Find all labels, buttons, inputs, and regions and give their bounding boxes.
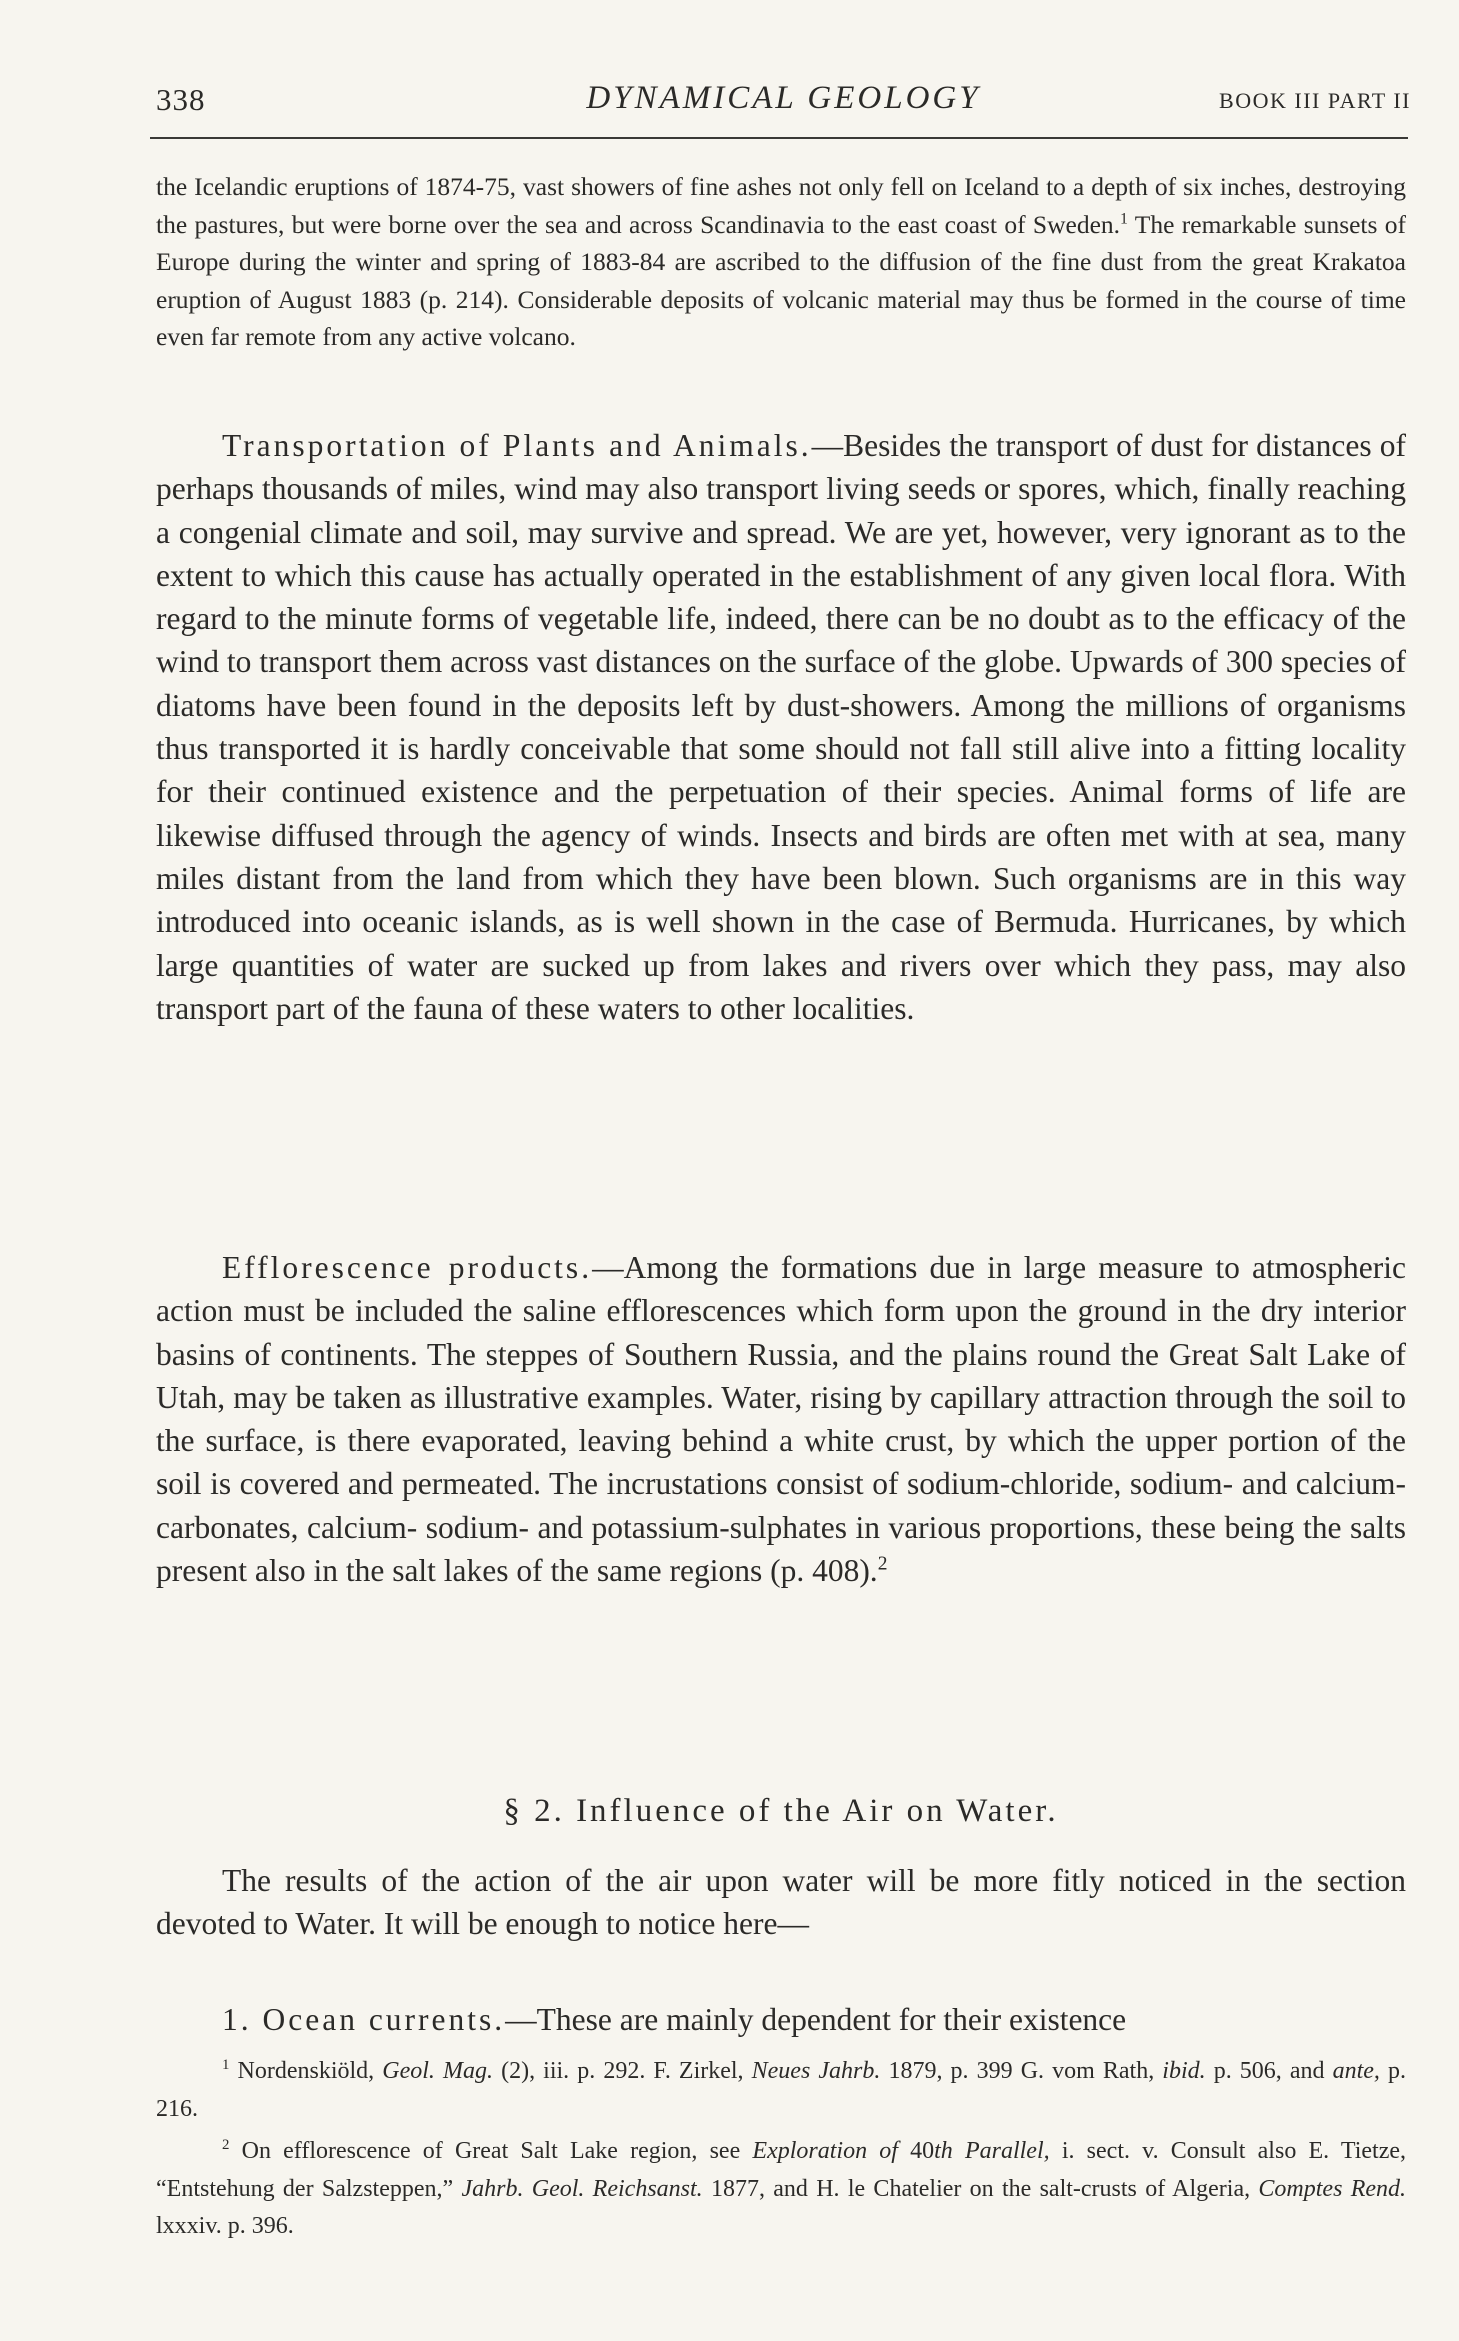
header-rule [150, 137, 1408, 139]
paragraph-ocean-currents: 1. Ocean currents.—These are mainly dependent for their existence [222, 2002, 1127, 2037]
paragraph-efflorescence: Efflorescence products.—Among the formations due in large measure to atmospheric action must be included the saline efflorescences which form upon the ground in the dry interior basins of continents. The steppes of Southern Russia, and the plains round the Great Salt Lake of Utah, may be taken as illustrative examples. Water, rising by capillary attraction through the soil to the surface, is there evaporated, leaving behind a white crust, by which the upper portion of the soil is covered and permeated. The incrustations consist of sodium-chloride, sodium- and calcium-carbonates, calcium- sodium- and potassium-sulphates in various proportions, these being the salts present also in the salt lakes of the same regions (p. 408).$^2$ [156, 1250, 1407, 1589]
section-title-efflorescence: Efflorescence products. [222, 1250, 593, 1285]
page-header [156, 78, 1411, 122]
footnote-ref-1: 1 [1120, 210, 1128, 228]
footnote-ref-2: 2 [877, 1553, 888, 1575]
running-title: DYNAMICAL GEOLOGY [586, 80, 981, 116]
footnote-1: $^1$ Nordenskiöld, Geol. Mag. (2), iii. p. 292. F. Zirkel, Neues Jahrb. 1879, p. 399 G. vom Rath, ibid. p. 506, and ante, p. 216. [156, 2057, 1407, 2122]
footnote-2: $^2$ On efflorescence of Great Salt Lake region, see Exploration of 40th Parallel, i. sect. v. Consult also E. Tietze, “Entstehung der Salzsteppen,” Jahrb. Geol. Reichsanst. 1877, and H. le Chatelier on the salt-crusts of Algeria, Comptes Rend. lxxxiv. p. 396. [156, 2137, 1407, 2239]
section-heading: § 2. Influence of the Air on Water. [503, 1793, 1059, 1829]
section-title-transportation: Transportation of Plants and Animals. [222, 428, 812, 463]
book-part-label: BOOK III PART II [1219, 88, 1411, 113]
item-title-ocean-currents: 1. Ocean currents. [222, 2002, 506, 2037]
page-number: 338 [156, 82, 206, 117]
paragraph-intro: The results of the action of the air upon water will be more fitly noticed in the section devoted to Water. It will be enough to notice here— [156, 1863, 1406, 1942]
paragraph-transportation: Transportation of Plants and Animals.—Besides the transport of dust for distances of perhaps thousands of miles, wind may also transport living seeds or spores, which, finally reaching a congenial climate and soil, may survive and spread. We are yet, however, very ignorant as to the extent to which this cause has actually operated in the establishment of any given local flora. With regard to the minute forms of vegetable life, indeed, there can be no doubt as to the efficacy of the wind to transport them across vast distances on the surface of the globe. Upwards of 300 species of diatoms have been found in the deposits left by dust-showers. Among the millions of organisms thus transported it is hardly conceivable that some should not fall still alive into a fitting locality for their continued existence and the perpetuation of their species. Animal forms of life are likewise diffused through the agency of winds. Insects and birds are often met with at sea, many miles distant from the land from which they have been blown. Such organisms are in this way introduced into oceanic islands, as is well shown in the case of Bermuda. Hurricanes, by which large quantities of water are sucked up from lakes and rivers over which they pass, may also transport part of the fauna of these waters to other localities. [156, 428, 1406, 1026]
continuation-paragraph: the Icelandic eruptions of 1874-75, vast showers of fine ashes not only fell on Iceland to a depth of six inches, destroying the pastures, but were borne over the sea and across Scandinavia to the east coast of Sweden.$^1$ The remarkable sunsets of Europe during the winter and spring of 1883-84 are ascribed to the diffusion of the fine dust from the great Krakatoa eruption of August 1883 (p. 214). Considerable deposits of volcanic material may thus be formed in the course of time even far remote from any active volcano. [156, 172, 1407, 351]
